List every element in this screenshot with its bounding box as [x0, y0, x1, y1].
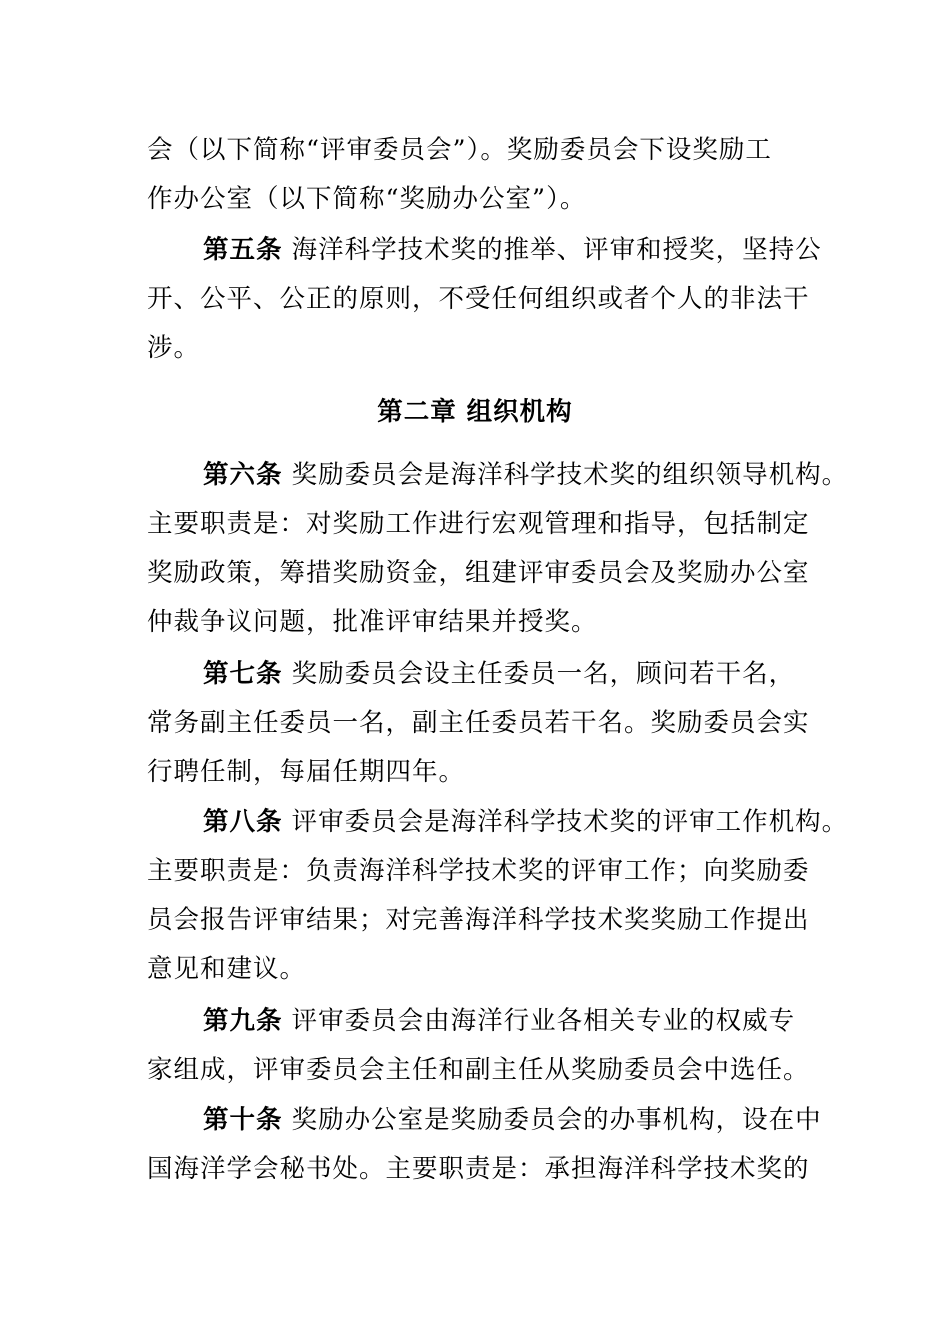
article-text: 奖励委员会是海洋科学技术奖的组织领导机构。	[282, 460, 849, 490]
article-first-line	[147, 650, 807, 699]
paragraph-line: 主要职责是：负责海洋科学技术奖的评审工作；向奖励委	[147, 856, 810, 886]
article-9	[147, 997, 810, 1095]
continuation-paragraph	[147, 126, 807, 224]
article-text: 奖励委员会设主任委员一名，顾问若干名，	[282, 659, 796, 689]
paragraph-line: 涉。	[147, 333, 201, 363]
article-6	[147, 451, 849, 647]
paragraph-line: 会（以下简称“评审委员会”）。奖励委员会下设奖励工	[147, 135, 772, 165]
article-5	[147, 226, 822, 373]
article-label: 第九条	[203, 1006, 283, 1036]
article-label: 第十条	[203, 1105, 283, 1135]
article-first-line	[147, 997, 807, 1046]
paragraph-line: 家组成，评审委员会主任和副主任从奖励委员会中选任。	[147, 1055, 810, 1085]
paragraph-line: 员会报告评审结果；对完善海洋科学技术奖奖励工作提出	[147, 905, 810, 935]
paragraph-line: 仲裁争议问题，批准评审结果并授奖。	[147, 607, 598, 637]
paragraph-line: 常务副主任委员一名，副主任委员若干名。奖励委员会实	[147, 708, 810, 738]
article-first-line	[147, 1096, 822, 1145]
article-first-line	[147, 798, 849, 847]
article-label: 第八条	[203, 807, 283, 837]
paragraph-line: 行聘任制，每届任期四年。	[147, 757, 466, 787]
article-10	[147, 1096, 822, 1194]
article-text: 评审委员会是海洋科学技术奖的评审工作机构。	[282, 807, 849, 837]
article-first-line	[147, 451, 849, 500]
article-text: 奖励办公室是奖励委员会的办事机构，设在中	[282, 1105, 822, 1135]
paragraph-line: 奖励政策，筹措奖励资金，组建评审委员会及奖励办公室	[147, 558, 810, 588]
article-label: 第六条	[203, 460, 283, 490]
article-text: 海洋科学技术奖的推举、评审和授奖，坚持公	[282, 235, 822, 265]
paragraph-line: 主要职责是：对奖励工作进行宏观管理和指导，包括制定	[147, 509, 810, 539]
paragraph-line: 国海洋学会秘书处。主要职责是：承担海洋科学技术奖的	[147, 1154, 810, 1184]
article-label: 第七条	[203, 659, 283, 689]
article-7	[147, 650, 810, 797]
paragraph-line: 作办公室（以下简称“奖励办公室”）。	[147, 184, 587, 214]
chapter-heading: 第二章 组织机构	[377, 397, 573, 427]
article-first-line	[147, 226, 822, 275]
article-8	[147, 798, 849, 994]
paragraph-line: 意见和建议。	[147, 954, 307, 984]
paragraph-line: 开、公平、公正的原则，不受任何组织或者个人的非法干	[147, 284, 810, 314]
article-label: 第五条	[203, 235, 283, 265]
article-text: 评审委员会由海洋行业各相关专业的权威专	[282, 1006, 796, 1036]
